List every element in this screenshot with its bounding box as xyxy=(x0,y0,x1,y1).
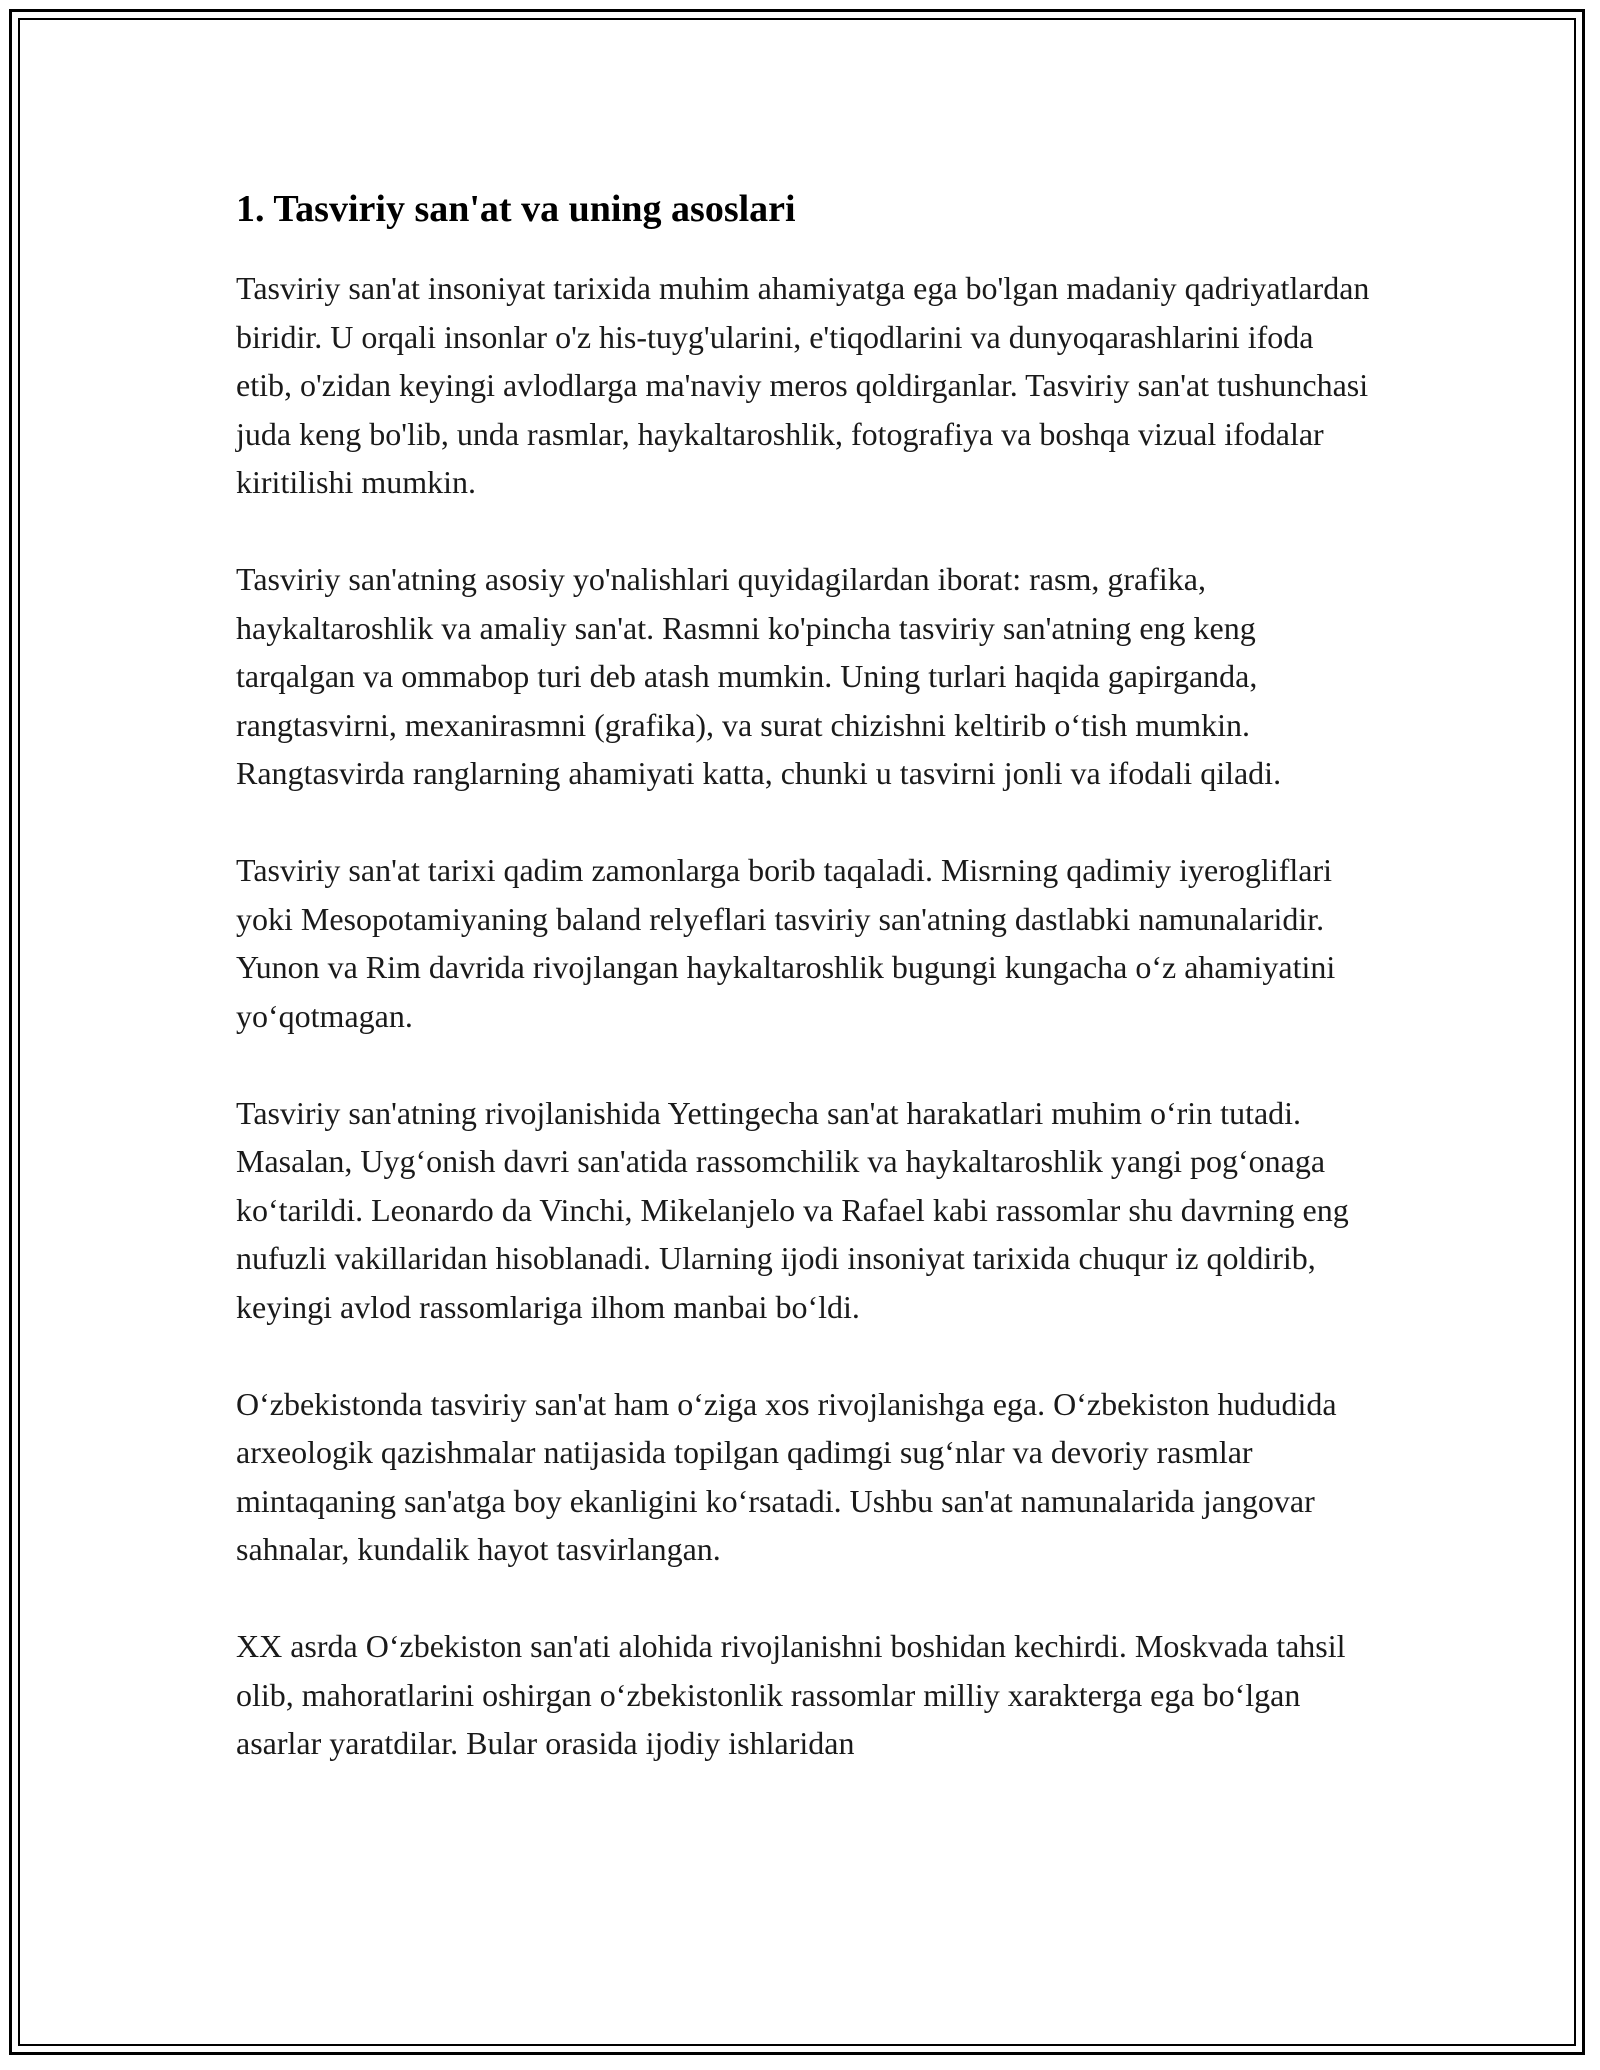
paragraph-5: O‘zbekistonda tasviriy san'at ham o‘ziga xos rivojlanishga ega. O‘zbekiston hududida arxeologik qazishmalar natijasida topilgan qadimgi sug‘nlar va devoriy rasmlar mintaqaning san'atga boy ekanligini ko‘rsatadi. Ushbu san'at namunalarida jangovar sahnalar, kundalik hayot tasvirlangan. xyxy=(236,1385,1337,1568)
section-title: 1. Tasviriy san'at va uning asoslari xyxy=(236,188,796,230)
paragraph-6: XX asrda O‘zbekiston san'ati alohida rivojlanishni boshidan kechirdi. Moskvada tahsil olib, mahoratlarini oshirgan o‘zbekistonlik rassomlar milliy xarakterga ega bo‘lgan asarlar yaratdilar. Bular orasida ijodiy ishlaridan xyxy=(236,1628,1346,1762)
document-body xyxy=(236,185,1376,1768)
paragraph-4: Tasviriy san'atning rivojlanishida Yettingecha san'at harakatlari muhim o‘rin tutadi. Masalan, Uyg‘onish davri san'atida rassomchilik va haykaltaroshlik yangi pog‘onaga ko‘tarildi. Leonardo da Vinchi, Mikelanjelo va Rafael kabi rassomlar shu davrning eng nufuzli vakillaridan hisoblanadi. Ularning ijodi insoniyat tarixida chuqur iz qoldirib, keyingi avlod rassomlariga ilhom manbai bo‘ldi. xyxy=(236,1094,1349,1325)
paragraph-3: Tasviriy san'at tarixi qadim zamonlarga borib taqaladi. Misrning qadimiy iyerogliflari yoki Mesopotamiyaning baland relyeflari tasviriy san'atning dastlabki namunalaridir. Yunon va Rim davrida rivojlangan haykaltaroshlik bugungi kungacha o‘z ahamiyatini yo‘qotmagan. xyxy=(236,852,1336,1034)
paragraph-2: Tasviriy san'atning asosiy yo'nalishlari quyidagilardan iborat: rasm, grafika, haykaltaroshlik va amaliy san'at. Rasmni ko'pincha tasviriy san'atning eng keng tarqalgan va ommabop turi deb atash mumkin. Uning turlari haqida gapirganda, rangtasvirni, mexanirasmni (grafika), va surat chizishni keltirib o‘tish mumkin. Rangtasvirda ranglarning ahamiyati katta, chunki u tasvirni jonli va ifodali qiladi. xyxy=(236,561,1282,792)
paragraph-1: Tasviriy san'at insoniyat tarixida muhim ahamiyatga ega bo'lgan madaniy qadriyatlardan biridir. U orqali insonlar o'z his-tuyg'ularini, e'tiqodlarini va dunyoqarashlarini ifoda etib, o'zidan keyingi avlodlarga ma'naviy meros qoldirganlar. Tasviriy san'at tushunchasi juda keng bo'lib, unda rasmlar, haykaltaroshlik, fotografiya va boshqa vizual ifodalar kiritilishi mumkin. xyxy=(236,270,1370,501)
